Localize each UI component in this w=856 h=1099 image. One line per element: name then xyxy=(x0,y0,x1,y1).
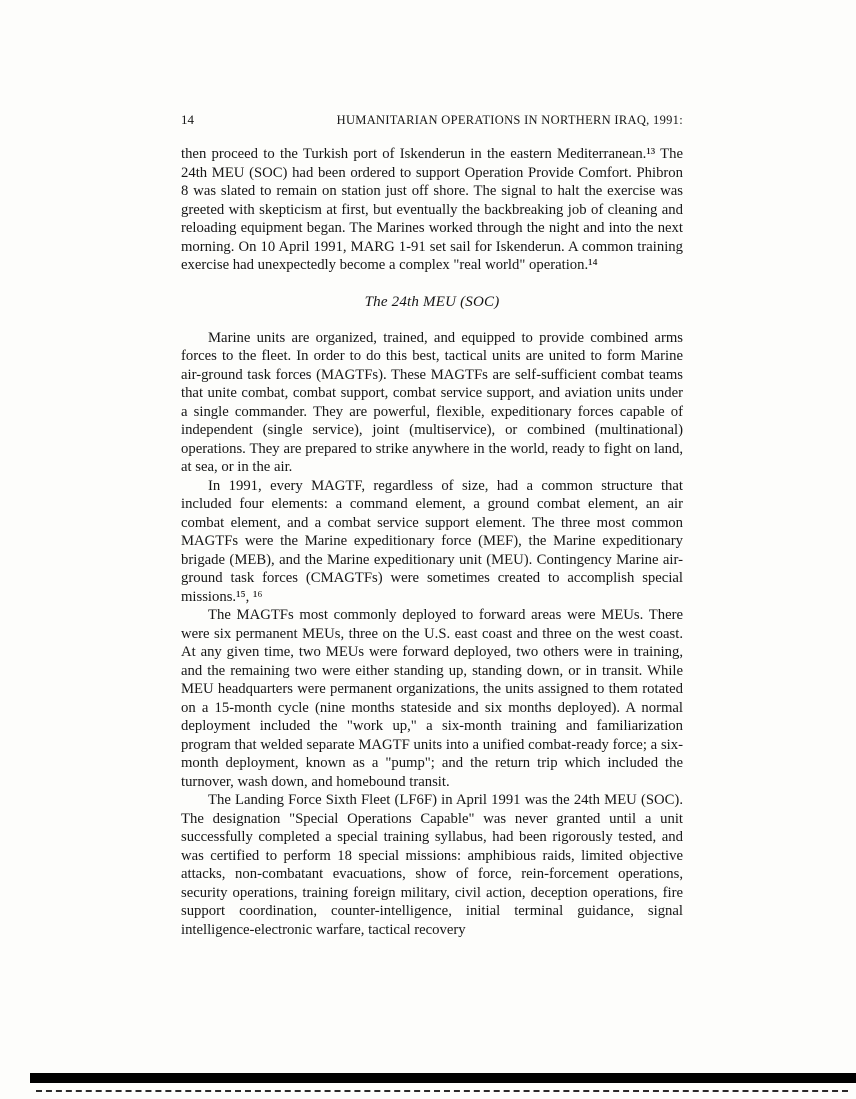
paragraph-3: In 1991, every MAGTF, regardless of size, had a common structure that included four elements: a command element, a ground combat element, an air combat element, and a combat service support element. The three most common MAGTFs were the Marine expeditionary force (MEF), the Marine expeditionary brigade (MEB), and the Marine expeditionary unit (MEU). Contingency Marine air-ground task forces (CMAGTFs) were sometimes created to accomplish special missions.¹⁵, ¹⁶ xyxy=(181,477,683,605)
scan-artifact-dashed-line xyxy=(36,1090,848,1092)
page-body xyxy=(181,145,683,939)
page-header xyxy=(181,112,683,128)
running-header-title: HUMANITARIAN OPERATIONS IN NORTHERN IRAQ, 1991: xyxy=(336,113,683,127)
paragraph-2: Marine units are organized, trained, and equipped to provide combined arms forces to the fleet. In order to do this best, tactical units are united to form Marine air-ground task forces (MAGTFs). These MAGTFs are self-sufficient combat teams that unite combat, combat support, combat service support, and aviation units under a single commander. They are powerful, flexible, expeditionary forces capable of independent (single service), joint (multiservice), or combined (multinational) operations. They are prepared to strike anywhere in the world, ready to fight on land, at sea, or in the air. xyxy=(181,329,683,475)
page-number: 14 xyxy=(181,112,194,127)
paragraph-4: The MAGTFs most commonly deployed to forward areas were MEUs. There were six permanent MEUs, three on the U.S. east coast and three on the west coast. At any given time, two MEUs were forward deployed, two others were in training, and the remaining two were either standing up, standing down, or in transit. While MEU headquarters were permanent organizations, the units assigned to them rotated on a 15-month cycle (nine months stateside and six months deployed). A normal deployment included the "work up," a six-month training and familiarization program that welded separate MAGTF units into a unified combat-ready force; a six-month deployment, known as a "pump"; and the return trip which included the turnover, wash down, and homebound transit. xyxy=(181,607,683,790)
section-heading: The 24th MEU (SOC) xyxy=(364,293,500,310)
scan-artifact-bar xyxy=(30,1073,856,1083)
paragraph-1: then proceed to the Turkish port of Iskenderun in the eastern Mediterranean.¹³ The 24th MEU (SOC) had been ordered to support Operation Provide Comfort. Phibron 8 was slated to remain on station just off shore. The signal to halt the exercise was greeted with skepticism at first, but eventually the backbreaking job of cleaning and reloading equipment began. The Marines worked through the night and into the next morning. On 10 April 1991, MARG 1-91 set sail for Iskenderun. A common training exercise had unexpectedly become a complex "real world" operation.¹⁴ xyxy=(181,146,683,273)
book-page xyxy=(181,112,683,939)
paragraph-5: The Landing Force Sixth Fleet (LF6F) in April 1991 was the 24th MEU (SOC). The designation "Special Operations Capable" was never granted until a unit successfully completed a special training syllabus, had been rigorously tested, and was certified to perform 18 special missions: amphibious raids, limited objective attacks, non-combatant evacuations, show of force, rein-forcement operations, security operations, training foreign military, civil action, deception operations, fire support coordination, counter-intelligence, initial terminal guidance, signal intelligence-electronic warfare, tactical recovery xyxy=(181,792,683,938)
